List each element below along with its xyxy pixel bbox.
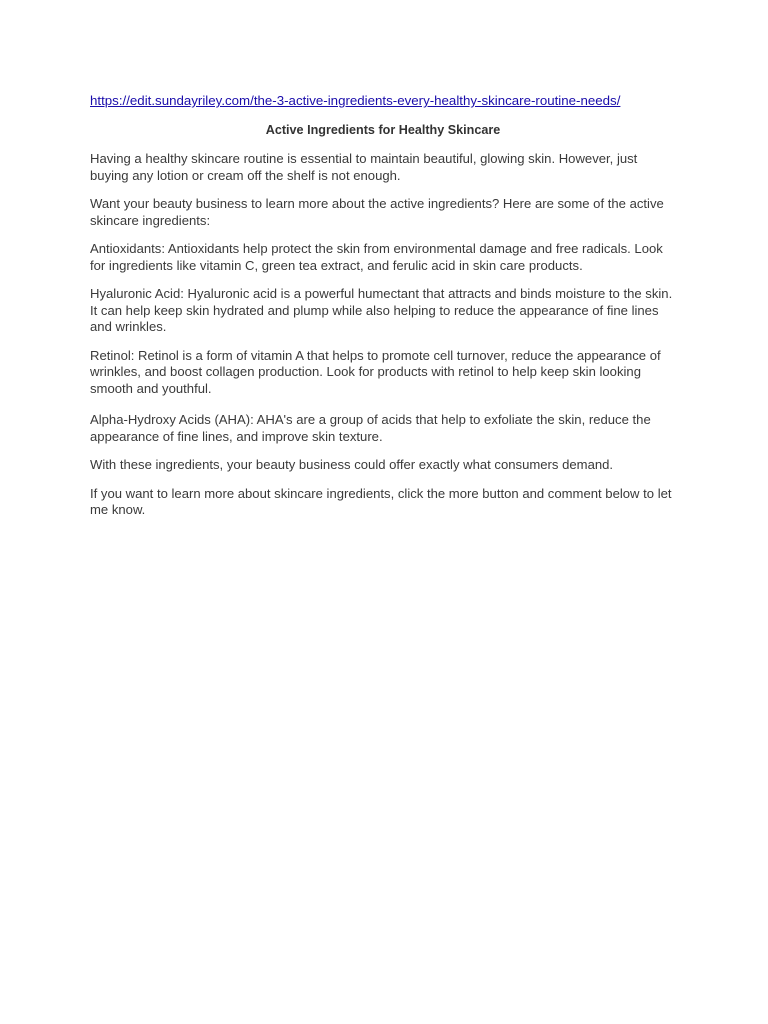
document-title: Active Ingredients for Healthy Skincare xyxy=(265,123,501,137)
paragraph-retinol: Retinol: Retinol is a form of vitamin A that helps to promote cell turnover, reduce the appearance of wrinkles, and boost collagen production. Look for products with retinol to help keep skin looking smooth and youthful. xyxy=(90,347,661,396)
source-url-link[interactable]: https://edit.sundayriley.com/the-3-active-ingredients-every-healthy-skincare-routine-needs/ xyxy=(90,93,621,108)
paragraph-hyaluronic-acid: Hyaluronic Acid: Hyaluronic acid is a powerful humectant that attracts and binds moisture to the skin. It can help keep skin hydrated and plump while also helping to reduce the appearance of fine lines and wrinkles. xyxy=(90,286,673,334)
paragraph-conclusion: With these ingredients, your beauty business could offer exactly what consumers demand. xyxy=(90,457,614,472)
document-page xyxy=(90,92,676,531)
paragraph-antioxidants: Antioxidants: Antioxidants help protect the skin from environmental damage and free radicals. Look for ingredients like vitamin C, green tea extract, and ferulic acid in skin care products. xyxy=(90,241,663,273)
paragraph-intro: Having a healthy skincare routine is essential to maintain beautiful, glowing skin. However, just buying any lotion or cream off the shelf is not enough. xyxy=(90,151,638,183)
paragraph-question: Want your beauty business to learn more about the active ingredients? Here are some of the active skincare ingredients: xyxy=(90,196,664,228)
paragraph-call-to-action: If you want to learn more about skincare ingredients, click the more button and comment below to let me know. xyxy=(90,485,672,517)
paragraph-aha: Alpha-Hydroxy Acids (AHA): AHA's are a group of acids that help to exfoliate the skin, reduce the appearance of fine lines, and improve skin texture. xyxy=(90,412,651,444)
